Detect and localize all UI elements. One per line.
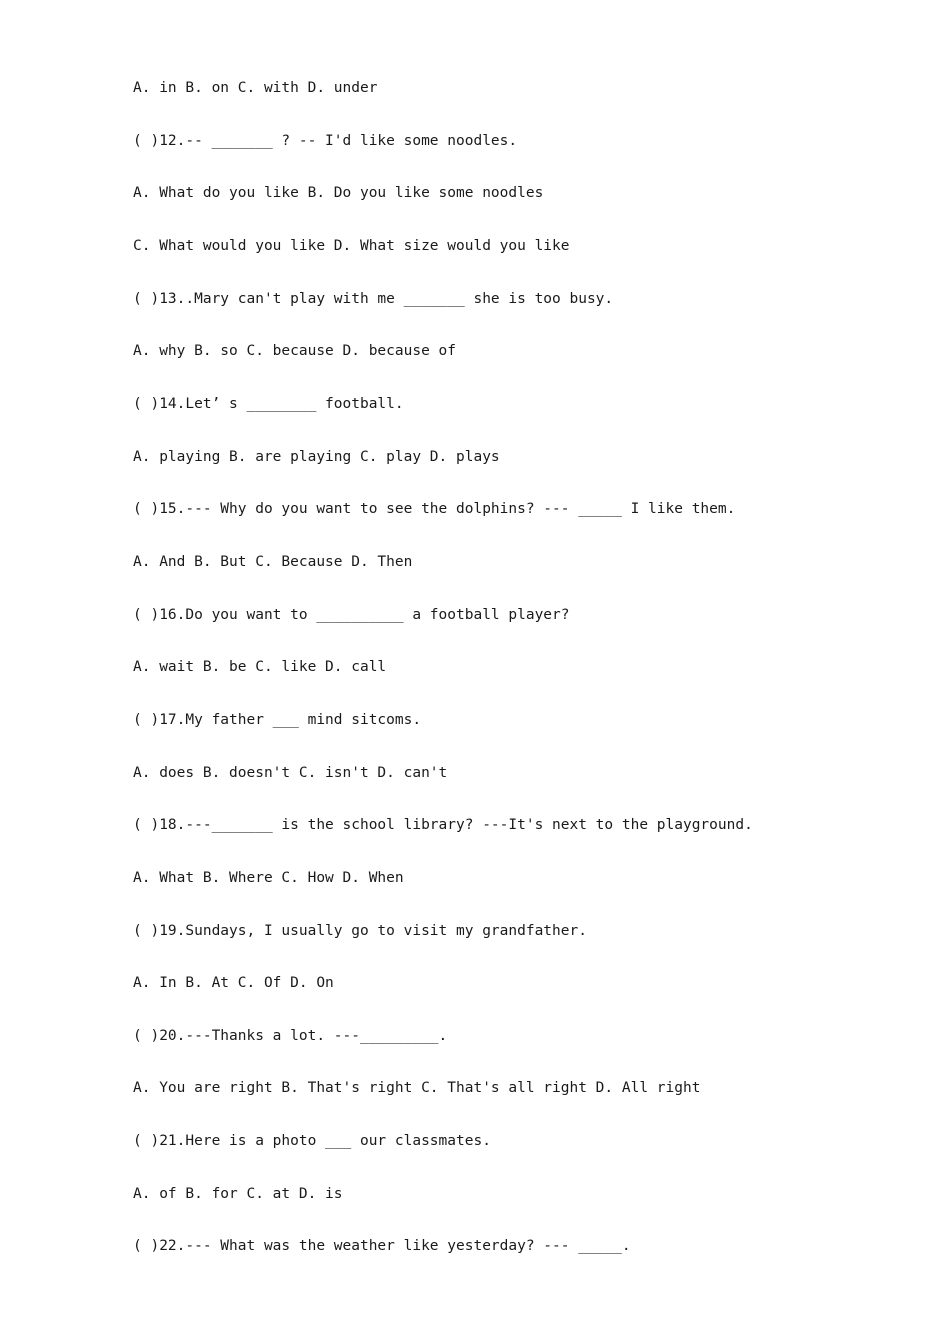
option-line-q11: A. in B. on C. with D. under xyxy=(133,80,378,96)
option-line-q20: A. You are right B. That's right C. That's all right D. All right xyxy=(133,1080,701,1097)
option-line-q13: A. why B. so C. because D. because of xyxy=(133,343,457,360)
question-21: ( )21.Here is a photo ___ our classmates. xyxy=(133,1133,491,1150)
question-14: ( )14.Let’ s ________ football. xyxy=(133,395,404,412)
question-16: ( )16.Do you want to __________ a football player? xyxy=(133,606,570,623)
question-22: ( )22.--- What was the weather like yesterday? --- _____. xyxy=(133,1238,631,1255)
question-13: ( )13..Mary can't play with me _______ she is too busy. xyxy=(133,290,614,307)
question-17: ( )17.My father ___ mind sitcoms. xyxy=(133,711,422,728)
question-15: ( )15.--- Why do you want to see the dolphins? --- _____ I like them. xyxy=(133,501,736,518)
question-12: ( )12.-- _______ ? -- I'd like some noodles. xyxy=(133,132,518,149)
option-line-q12-b: C. What would you like D. What size would you like xyxy=(133,237,570,254)
option-line-q19: A. In B. At C. Of D. On xyxy=(133,975,334,992)
question-19: ( )19.Sundays, I usually go to visit my grandfather. xyxy=(133,922,587,939)
option-line-q15: A. And B. But C. Because D. Then xyxy=(133,553,413,570)
option-line-q17: A. does B. doesn't C. isn't D. can't xyxy=(133,764,448,781)
question-18: ( )18.---_______ is the school library? ---It's next to the playground. xyxy=(133,817,753,834)
option-line-q18: A. What B. Where C. How D. When xyxy=(133,869,404,886)
option-line-q21: A. of B. for C. at D. is xyxy=(133,1185,343,1202)
option-line-q12-a: A. What do you like B. Do you like some noodles xyxy=(133,185,544,202)
option-line-q16: A. wait B. be C. like D. call xyxy=(133,659,387,676)
exercise-lines xyxy=(133,76,913,1287)
question-20: ( )20.---Thanks a lot. ---_________. xyxy=(133,1027,448,1044)
option-line-q14: A. playing B. are playing C. play D. plays xyxy=(133,448,500,465)
